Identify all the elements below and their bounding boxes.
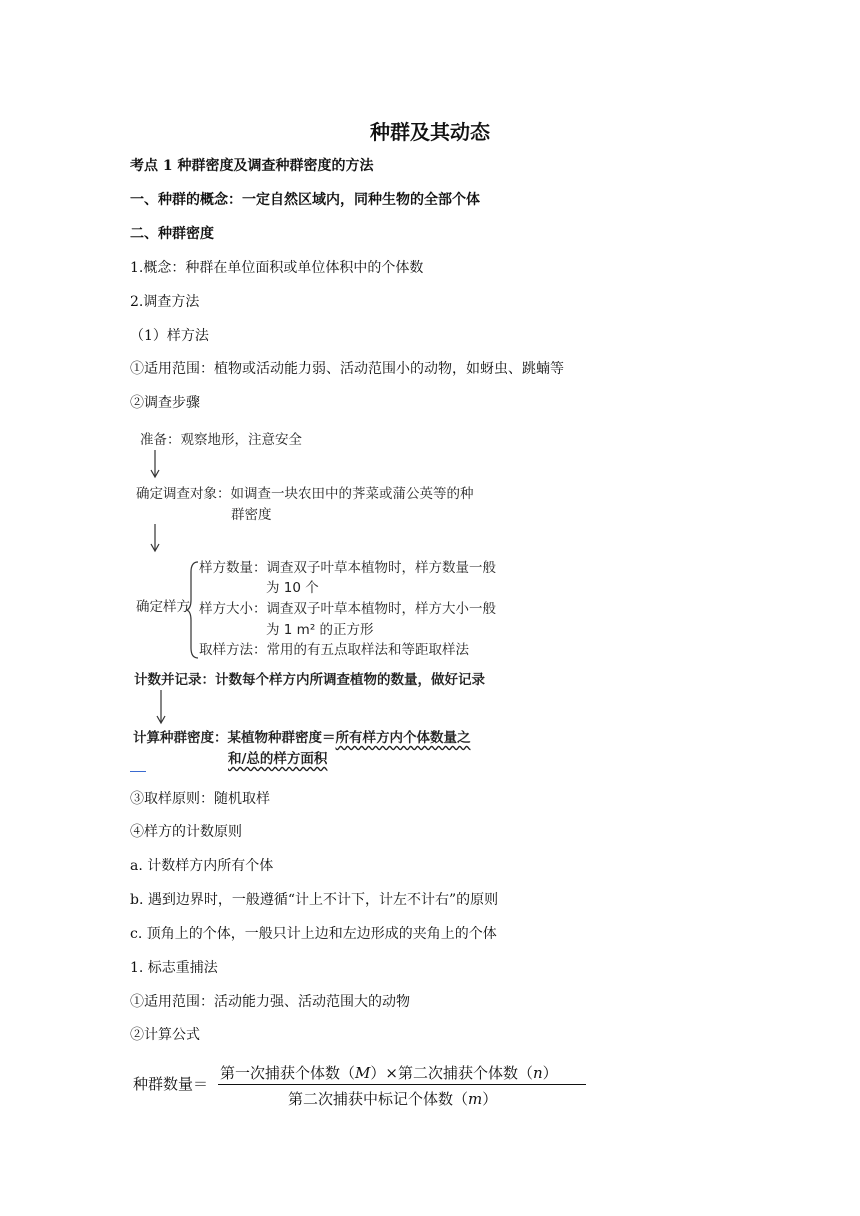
flow-record: 计数并记录：计数每个样方内所调查植物的数量，做好记录 [134,672,485,688]
mark-recapture-formula-title: ②计算公式 [130,1027,200,1043]
count-rule-b: b. 遇到边界时，一般遵循“计上不计下，计左不计右”的原则 [130,892,499,908]
flow-prepare: 准备：观察地形，注意安全 [140,432,302,448]
flow-size-line2: 为 1 m² 的正方形 [266,622,374,638]
formula-den-part-b: ） [482,1090,498,1108]
formula-lhs: 种群数量＝ [133,1075,209,1093]
flow-arrow-1 [148,450,162,480]
section-population-concept: 一、种群的概念：一定自然区域内，同种生物的全部个体 [130,192,480,208]
flow-calc-line2 [228,749,327,769]
flow-arrow-3 [154,690,168,726]
flow-calc-line1 [133,728,471,748]
formula-var-M: M [355,1064,371,1082]
formula-den-part-a: 第二次捕获中标记个体数（ [288,1090,469,1108]
quadrat-scope: ①适用范围：植物或活动能力弱、活动范围小的动物，如蚜虫、跳蝻等 [130,361,564,377]
mark-recapture-method: 1. 标志重捕法 [130,960,218,976]
sampling-principle: ③取样原则：随机取样 [130,791,270,807]
flow-object-line2: 群密度 [231,507,272,523]
count-rule-a: a. 计数样方内所有个体 [130,858,274,874]
formula-num-part-b: ）×第二次捕获个体数（ [370,1064,533,1082]
flow-size-line1: 样方大小：调查双子叶草本植物时，样方大小一般 [199,601,496,617]
count-rule-c: c. 顶角上的个体，一般只计上边和左边形成的夹角上的个体 [130,926,497,942]
formula-var-m: m [468,1090,483,1108]
topic-heading: 考点 1 种群密度及调查种群密度的方法 [130,158,374,174]
quadrat-steps: ②调查步骤 [130,395,200,411]
formula-denominator [288,1088,497,1109]
flow-count-line2: 为 10 个 [266,580,319,596]
flow-calc-prefix: 计算种群密度：某植物种群密度＝ [133,730,336,746]
flow-arrow-2 [148,524,162,554]
flow-sampling: 取样方法：常用的有五点取样法和等距取样法 [199,642,469,658]
flow-object-line1: 确定调查对象：如调查一块农田中的荠菜或蒲公英等的种 [136,486,474,502]
flow-brace [186,560,200,660]
count-rule-heading: ④样方的计数原则 [130,824,242,840]
flow-quadrat-label: 确定样方 [136,599,190,615]
formula-numerator [220,1062,558,1083]
scan-artifact-mark [130,771,146,772]
density-concept: 1.概念：种群在单位面积或单位体积中的个体数 [130,260,424,276]
flow-calc-formula-1: 所有样方内个体数量之 [335,730,471,746]
page-title: 种群及其动态 [370,120,490,144]
mark-recapture-scope: ①适用范围：活动能力强、活动范围大的动物 [130,994,410,1010]
formula-num-part-c: ） [542,1064,558,1082]
formula-fraction-bar [218,1084,586,1085]
formula-var-n: n [532,1064,543,1082]
section-population-density: 二、种群密度 [130,226,214,242]
survey-methods: 2.调查方法 [130,294,200,310]
formula-num-part-a: 第一次捕获个体数（ [220,1064,356,1082]
flow-calc-formula-2: 和/总的样方面积 [228,751,328,767]
flow-count-line1: 样方数量：调查双子叶草本植物时，样方数量一般 [199,560,496,576]
quadrat-method: （1）样方法 [130,328,209,344]
